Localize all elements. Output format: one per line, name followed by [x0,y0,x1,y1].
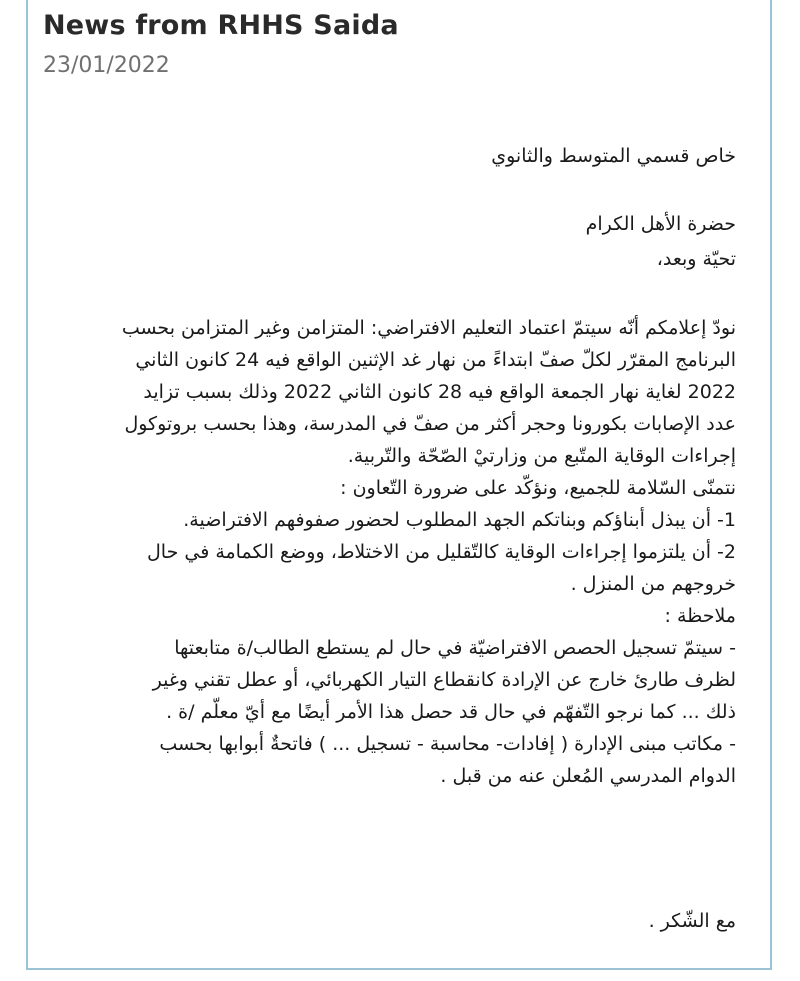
page-title: News from RHHS Saida [43,10,399,41]
note-line: - مكاتب مبنى الإدارة ( إفادات- محاسبة - تسجيل ... ) فاتحةٌ أبوابها بحسب [159,733,736,755]
paragraph-line: البرنامج المقرّر لكلّ صفّ ابتداءً من نهار غد الإثنين الواقع فيه 24 كانون الثاني [135,349,736,371]
post-date: 23/01/2022 [43,53,170,78]
paragraph-line: إجراءات الوقاية المتّبع من وزارتيْ الصّحّة والتّربية. [347,445,736,467]
note-line: الدوام المدرسي المُعلن عنه من قبل . [440,765,736,787]
paragraph-line: نودّ إعلامكم أنّه سيتمّ اعتماد التعليم الافتراضي: المتزامن وغير المتزامن بحسب [121,317,736,339]
point-line: خروجهم من المنزل . [570,573,736,595]
paragraph-line: 2022 لغاية نهار الجمعة الواقع فيه 28 كانون الثاني 2022 وذلك بسبب تزايد [143,381,736,403]
note-line: لظرف طارئ خارج عن الإرادة كانقطاع التيار الكهربائي، أو عطل تقني وغير [152,669,736,691]
point-line: 1- أن يبذل أبناؤكم وبناتكم الجهد المطلوب لحضور صفوفهم الافتراضية. [183,509,736,531]
salutation-line: حضرة الأهل الكرام [585,213,736,235]
point-line: 2- أن يلتزموا إجراءات الوقاية كالتّقليل من الاختلاط، ووضع الكمامة في حال [146,541,736,563]
note-line: - سيتمّ تسجيل الحصص الافتراضيّة في حال لم يستطع الطالب/ة متابعتها [174,637,736,659]
audience-line: خاص قسمي المتوسط والثانوي [491,145,736,167]
note-line: ذلك ... كما نرجو التّفهّم في حال قد حصل هذا الأمر أيضًا مع أيّ معلّم /ة . [166,701,736,723]
paragraph-line: عدد الإصابات بكورونا وحجر أكثر من صفّ في المدرسة، وهذا بحسب بروتوكول [124,413,736,435]
announcement-paragraph [64,312,736,792]
closing-line: مع الشّكر . [648,910,736,932]
greeting-line: تحيّة وبعد، [656,248,736,270]
wishes-line: نتمنّى السّلامة للجميع، ونؤكّد على ضرورة التّعاون : [340,477,736,499]
note-heading: ملاحظة : [664,605,736,627]
